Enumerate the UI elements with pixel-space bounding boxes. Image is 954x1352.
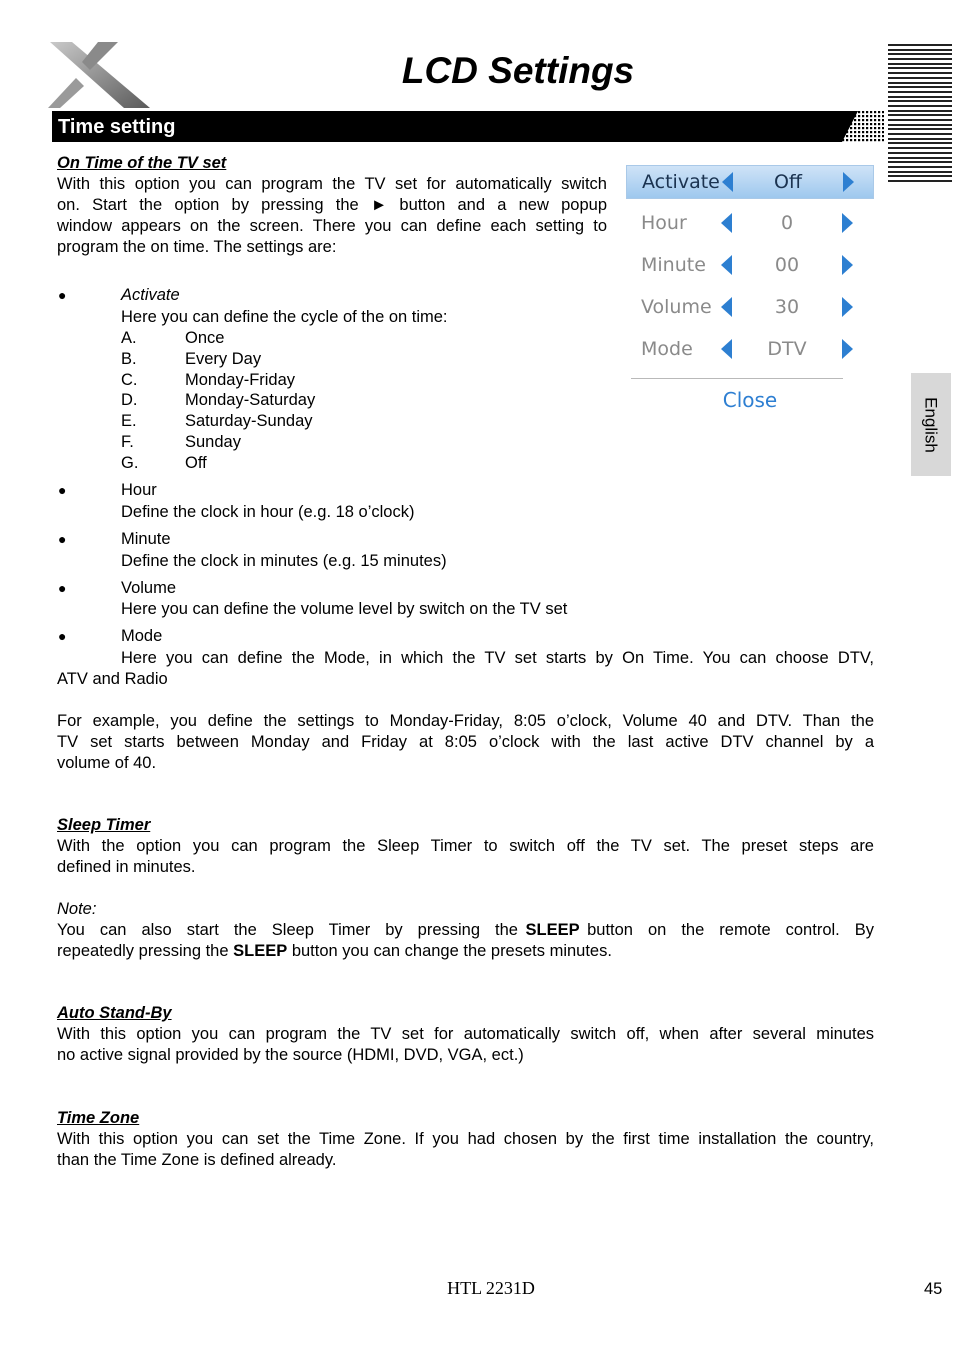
mode-desc-cont: ATV and Radio bbox=[57, 670, 168, 688]
hour-desc: Define the clock in hour (e.g. 18 o’clock) bbox=[121, 503, 415, 521]
example-paragraph bbox=[57, 711, 874, 774]
option-letter: F. bbox=[121, 433, 134, 451]
timezone-line: than the Time Zone is defined already. bbox=[57, 1151, 337, 1169]
intro-line: window appears on the screen. There you can define each setting to bbox=[57, 217, 607, 235]
arrow-right-icon[interactable] bbox=[842, 255, 853, 275]
option-letter: B. bbox=[121, 350, 137, 368]
on-time-intro bbox=[57, 174, 607, 258]
note-line-1 bbox=[57, 920, 874, 941]
popup-value: 0 bbox=[780, 212, 794, 234]
sleep-line: With the option you can program the Sleep Timer to switch off the TV set. The preset steps are bbox=[57, 837, 874, 855]
popup-row-volume[interactable] bbox=[626, 291, 872, 323]
option-letter: E. bbox=[121, 412, 137, 430]
option-text: Sunday bbox=[185, 433, 241, 451]
note-text: You can also start the Sleep Timer by pressing the bbox=[57, 921, 526, 939]
intro-line: program the on time. The settings are: bbox=[57, 238, 337, 256]
popup-label: Activate bbox=[642, 171, 720, 193]
popup-label: Hour bbox=[641, 212, 687, 234]
popup-close-button[interactable]: Close bbox=[722, 388, 778, 412]
activate-title: Activate bbox=[121, 286, 180, 304]
on-time-heading: On Time of the TV set bbox=[57, 154, 227, 172]
timezone-line: With this option you can set the Time Zone. If you had chosen by the first time installation the country, bbox=[57, 1130, 874, 1148]
arrow-right-icon[interactable] bbox=[843, 172, 854, 192]
sleep-line: defined in minutes. bbox=[57, 858, 196, 876]
option-text: Once bbox=[185, 329, 225, 347]
standby-line: With this option you can program the TV set for automatically switch off, when after several minutes bbox=[57, 1025, 874, 1043]
popup-value: Off bbox=[773, 171, 803, 193]
mode-desc: Here you can define the Mode, in which the TV set starts by On Time. You can choose DTV, bbox=[121, 649, 874, 667]
bullet: ● bbox=[58, 531, 67, 547]
popup-value: 30 bbox=[774, 296, 800, 318]
arrow-left-icon[interactable] bbox=[722, 172, 733, 192]
language-tab bbox=[911, 373, 951, 476]
footer-model: HTL 2231D bbox=[447, 1278, 535, 1298]
note-text: repeatedly pressing the bbox=[57, 942, 234, 960]
option-letter: A. bbox=[121, 329, 137, 347]
popup-row-minute[interactable] bbox=[626, 249, 872, 281]
example-line: For example, you define the settings to Monday-Friday, 8:05 o’clock, Volume 40 and DTV. Than the bbox=[57, 712, 874, 730]
intro-line: on. Start the option by pressing the ► button and a new popup bbox=[57, 196, 607, 214]
bullet: ● bbox=[58, 628, 67, 644]
note-label: Note: bbox=[57, 900, 97, 918]
on-time-popup bbox=[626, 165, 874, 425]
note-text: button on the remote control. By bbox=[579, 921, 875, 939]
section-header-bar bbox=[52, 111, 874, 142]
popup-row-activate[interactable] bbox=[626, 165, 874, 199]
popup-value: DTV bbox=[767, 338, 807, 360]
option-letter: G. bbox=[121, 454, 139, 472]
option-text: Monday-Friday bbox=[185, 371, 296, 389]
hour-title: Hour bbox=[121, 481, 157, 499]
popup-row-hour[interactable] bbox=[626, 207, 872, 239]
volume-title: Volume bbox=[121, 579, 177, 597]
arrow-right-icon[interactable] bbox=[842, 297, 853, 317]
option-letter: C. bbox=[121, 371, 138, 389]
bullet: ● bbox=[58, 482, 67, 498]
page-title: LCD Settings bbox=[401, 50, 635, 91]
arrow-right-icon[interactable] bbox=[842, 339, 853, 359]
option-letter: D. bbox=[121, 391, 138, 409]
arrow-left-icon[interactable] bbox=[721, 213, 732, 233]
note-line-2 bbox=[57, 941, 612, 962]
arrow-left-icon[interactable] bbox=[721, 255, 732, 275]
section-title: Time setting bbox=[58, 116, 176, 138]
volume-desc: Here you can define the volume level by switch on the TV set bbox=[121, 600, 568, 618]
popup-divider bbox=[631, 378, 843, 379]
activate-desc: Here you can define the cycle of the on time: bbox=[121, 308, 448, 326]
popup-label: Mode bbox=[641, 338, 693, 360]
note-text: button you can change the presets minutes. bbox=[287, 942, 612, 960]
option-text: Saturday-Sunday bbox=[185, 412, 313, 430]
standby-line: no active signal provided by the source (HDMI, DVD, VGA, ect.) bbox=[57, 1046, 524, 1064]
section-bar-dots bbox=[842, 111, 884, 142]
minute-title: Minute bbox=[121, 530, 171, 548]
example-line: volume of 40. bbox=[57, 754, 157, 772]
auto-standby-heading: Auto Stand-By bbox=[57, 1004, 172, 1022]
option-text: Off bbox=[185, 454, 207, 472]
bullet: ● bbox=[58, 287, 67, 303]
option-text: Monday-Saturday bbox=[185, 391, 316, 409]
sleep-key-label: SLEEP bbox=[233, 942, 288, 960]
popup-label: Minute bbox=[641, 254, 706, 276]
arrow-right-icon[interactable] bbox=[842, 213, 853, 233]
arrow-left-icon[interactable] bbox=[721, 297, 732, 317]
mode-title: Mode bbox=[121, 627, 163, 645]
popup-value: 00 bbox=[774, 254, 800, 276]
time-zone-paragraph bbox=[57, 1129, 874, 1171]
time-zone-heading: Time Zone bbox=[57, 1109, 140, 1127]
bullet: ● bbox=[58, 580, 67, 596]
page-number: 45 bbox=[924, 1280, 943, 1298]
auto-standby-paragraph bbox=[57, 1024, 874, 1066]
sleep-key-label: SLEEP bbox=[525, 921, 580, 939]
decorative-lines bbox=[888, 44, 952, 185]
minute-desc: Define the clock in minutes (e.g. 15 minutes) bbox=[121, 552, 447, 570]
popup-row-mode[interactable] bbox=[626, 333, 872, 365]
option-text: Every Day bbox=[185, 350, 262, 368]
arrow-left-icon[interactable] bbox=[721, 339, 732, 359]
sleep-timer-heading: Sleep Timer bbox=[57, 816, 151, 834]
sleep-timer-paragraph bbox=[57, 836, 874, 878]
language-tab-label: English bbox=[921, 397, 941, 453]
popup-label: Volume bbox=[641, 296, 712, 318]
intro-line: With this option you can program the TV set for automatically switch bbox=[57, 175, 607, 193]
example-line: TV set starts between Monday and Friday at 8:05 o’clock with the last active DTV channel by a bbox=[57, 733, 874, 751]
